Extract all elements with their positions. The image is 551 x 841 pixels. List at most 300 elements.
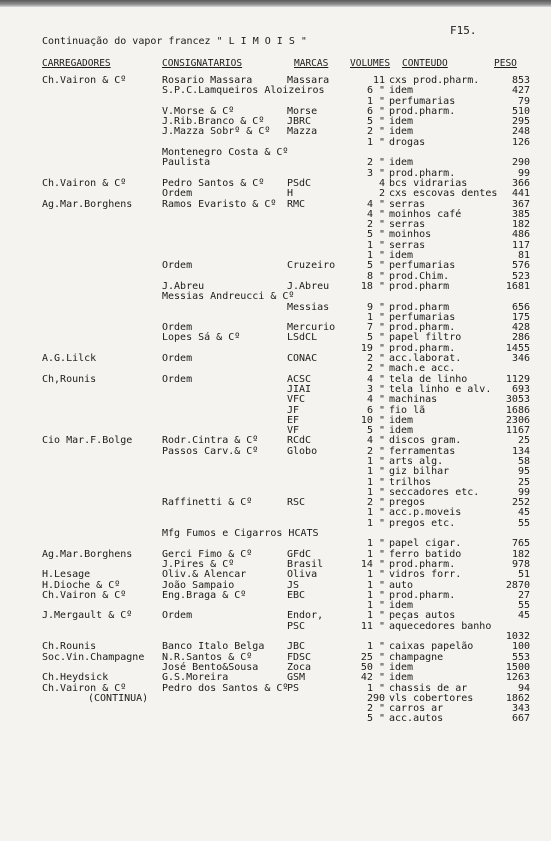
table-row — [0, 107, 551, 117]
manifest-rows — [0, 76, 551, 725]
volumes-cell: 1 " — [366, 579, 385, 591]
table-row — [0, 261, 551, 271]
table-row — [0, 550, 551, 560]
marca-cell: Massara — [287, 75, 330, 86]
volumes-cell: 7 " — [366, 322, 385, 334]
marca-cell: EF — [287, 414, 300, 426]
table-row — [0, 416, 551, 426]
conteudo-cell: prod.pharm. — [389, 342, 456, 354]
carregador-cell: Ch.Vairon & Cº — [42, 75, 127, 86]
marca-cell: Mercurio — [287, 322, 336, 334]
volumes-cell: 2 " — [366, 126, 385, 138]
volumes-cell: 1 " — [366, 239, 385, 251]
volumes-cell: 2 " — [366, 703, 385, 715]
peso-cell: 117 — [511, 239, 530, 251]
marca-cell: PS — [287, 682, 300, 694]
consignatario-cell: J.Pires & Cº — [162, 558, 235, 570]
conteudo-cell: giz bilhar — [389, 466, 450, 478]
peso-cell: 853 — [511, 75, 530, 86]
carregador-cell: J.Mergault & Cº — [42, 610, 133, 622]
table-row — [0, 529, 551, 539]
table-row — [0, 272, 551, 282]
carregador-cell: Cio Mar.F.Bolge — [42, 435, 133, 447]
marca-cell: VF — [287, 425, 300, 437]
marca-cell: JBRC — [287, 116, 312, 128]
header-consignatarios: CONSIGNATARIOS — [162, 58, 243, 69]
consignatario-cell: J.Mazza Sobrº & Cº — [162, 126, 271, 138]
volumes-cell: 6 " — [366, 105, 385, 117]
peso-cell: 667 — [511, 713, 530, 725]
consignatario-cell: G.S.Moreira — [162, 672, 229, 684]
conteudo-cell: machinas — [389, 394, 438, 406]
conteudo-cell: idem — [389, 425, 414, 437]
volumes-cell: 4 " — [366, 435, 385, 447]
volumes-cell: 11 — [372, 75, 385, 86]
consignatario-cell: Ordem — [162, 322, 193, 334]
marca-cell: VFC — [287, 394, 306, 406]
volumes-cell: 1 " — [366, 476, 385, 488]
peso-cell: 1862 — [505, 692, 530, 704]
volumes-cell: 9 " — [366, 301, 385, 313]
conteudo-cell: idem — [389, 116, 414, 128]
consignatario-cell: Gerci Fimo & Cº — [162, 548, 253, 560]
consignatario-cell: Lopes Sá & Cº — [162, 332, 241, 344]
consignatario-cell: João Sampaio — [162, 579, 235, 591]
peso-cell: 693 — [511, 383, 530, 395]
volumes-cell: 8 " — [366, 270, 385, 282]
consignatario-cell: Pedro dos Santos & Cº — [162, 682, 289, 694]
peso-cell: 1500 — [505, 661, 530, 673]
volumes-cell: 1 " — [366, 538, 385, 550]
volumes-cell: 2 " — [366, 497, 385, 509]
consignatario-cell: Oliv.& Alencar — [162, 569, 247, 581]
volumes-cell: 2 " — [366, 219, 385, 231]
table-row — [0, 488, 551, 498]
marca-cell: CONAC — [287, 353, 318, 365]
volumes-cell: 4 " — [366, 208, 385, 220]
header-peso: PESO — [494, 58, 517, 69]
conteudo-cell: vls cobertores — [389, 692, 474, 704]
carregador-cell: Ch.Heydsick — [42, 672, 109, 684]
table-row — [0, 97, 551, 107]
peso-cell: 100 — [511, 641, 530, 653]
table-row — [0, 313, 551, 323]
conteudo-cell: prod.Chim. — [389, 270, 450, 282]
peso-cell: 99 — [517, 486, 530, 498]
table-row — [0, 406, 551, 416]
table-row — [0, 591, 551, 601]
marca-cell: RSC — [287, 497, 306, 509]
volumes-cell: 4 " — [366, 373, 385, 385]
marca-cell: Brasil — [287, 558, 324, 570]
carregador-cell: Ag.Mar.Borghens — [42, 198, 133, 210]
peso-cell: 79 — [517, 95, 530, 107]
header-conteudo: CONTEUDO — [402, 58, 448, 69]
conteudo-cell: auto — [389, 579, 414, 591]
peso-cell: 1032 — [505, 631, 530, 643]
peso-cell: 126 — [511, 136, 530, 148]
volumes-cell: 5 " — [366, 713, 385, 725]
conteudo-cell: idem — [389, 126, 414, 138]
volumes-cell: 5 " — [366, 229, 385, 241]
carregador-cell: Ch.Rounis — [42, 641, 97, 653]
conteudo-cell: vidros forr. — [389, 569, 462, 581]
peso-cell: 25 — [517, 476, 530, 488]
peso-cell: 45 — [517, 507, 530, 519]
conteudo-cell: arts alg. — [389, 455, 444, 467]
volumes-cell: 1 " — [366, 95, 385, 107]
table-row — [0, 653, 551, 663]
marca-cell: Mazza — [287, 126, 318, 138]
volumes-cell: 2 " — [366, 353, 385, 365]
volumes-cell: 5 " — [366, 425, 385, 437]
carregador-cell: H.Dioche & Cº — [42, 579, 121, 591]
consignatario-cell: S.P.C.Lamqueiros Aloizeiros — [162, 85, 325, 97]
peso-cell: 99 — [517, 167, 530, 179]
carregador-cell: Ag.Mar.Borghens — [42, 548, 133, 560]
volumes-cell: 2 " — [366, 445, 385, 457]
consignatario-cell: Paulista — [162, 157, 211, 169]
consignatario-cell: Ordem — [162, 188, 193, 200]
volumes-cell: 10 " — [360, 414, 385, 426]
peso-cell: 252 — [511, 497, 530, 509]
consignatario-cell: J.Rib.Branco & Cº — [162, 116, 265, 128]
table-row — [0, 333, 551, 343]
conteudo-cell: serras — [389, 198, 426, 210]
conteudo-cell: perfumarias — [389, 95, 456, 107]
volumes-cell: 1 " — [366, 641, 385, 653]
volumes-cell: 5 " — [366, 260, 385, 272]
marca-cell: EBC — [287, 589, 306, 601]
volumes-cell: 18 " — [360, 280, 385, 292]
table-row — [0, 241, 551, 251]
marca-cell: Globo — [287, 445, 318, 457]
volumes-cell: 3 " — [366, 383, 385, 395]
volumes-cell: 290 — [366, 692, 385, 704]
consignatario-cell: Ordem — [162, 610, 193, 622]
table-row — [0, 220, 551, 230]
table-row — [0, 200, 551, 210]
marca-cell: ACSC — [287, 373, 312, 385]
marca-cell: FDSC — [287, 651, 312, 663]
peso-cell: 1455 — [505, 342, 530, 354]
conteudo-cell: prod.pharm. — [389, 589, 456, 601]
consignatario-cell: Rosario Massara — [162, 75, 253, 86]
section-label: Mfg Fumos e Cigarros HCATS — [162, 528, 319, 540]
peso-cell: 58 — [517, 455, 530, 467]
volumes-cell: 2 — [378, 188, 385, 200]
conteudo-cell: ferramentas — [389, 445, 456, 457]
conteudo-cell: perfumarias — [389, 311, 456, 323]
peso-cell: 286 — [511, 332, 530, 344]
marca-cell: LSdCL — [287, 332, 318, 344]
marca-cell: Morse — [287, 105, 318, 117]
peso-cell: 182 — [511, 219, 530, 231]
conteudo-cell: cxs prod.pharm. — [389, 75, 480, 86]
table-row — [0, 251, 551, 261]
marca-cell: PSdC — [287, 177, 312, 189]
conteudo-cell: drogas — [389, 136, 426, 148]
conteudo-cell: ferro batido — [389, 548, 462, 560]
volumes-cell: 1 " — [366, 569, 385, 581]
peso-cell: 1263 — [505, 672, 530, 684]
peso-cell: 343 — [511, 703, 530, 715]
marca-cell: J.Abreu — [287, 280, 330, 292]
marca-cell: Cruzeiro — [287, 260, 336, 272]
consignatario-cell: Ordem — [162, 373, 193, 385]
marca-cell: Zoca — [287, 661, 312, 673]
peso-cell: 523 — [511, 270, 530, 282]
conteudo-cell: trilhos — [389, 476, 432, 488]
conteudo-cell: idem — [389, 250, 414, 262]
peso-cell: 1681 — [505, 280, 530, 292]
conteudo-cell: perfumarias — [389, 260, 456, 272]
table-row — [0, 508, 551, 518]
carregador-cell: Ch.Vairon & Cº — [42, 682, 127, 694]
conteudo-cell: prod.pharm. — [389, 322, 456, 334]
marca-cell: Oliva — [287, 569, 318, 581]
consignatario-cell: José Bento&Sousa — [162, 661, 259, 673]
table-row — [0, 570, 551, 580]
peso-cell: 510 — [511, 105, 530, 117]
table-row — [0, 86, 551, 96]
table-row — [0, 385, 551, 395]
conteudo-cell: tela linho e alv. — [389, 383, 492, 395]
table-row — [0, 694, 551, 704]
peso-cell: 94 — [517, 682, 530, 694]
table-row — [0, 498, 551, 508]
table-row — [0, 622, 551, 632]
volumes-cell: 42 " — [360, 672, 385, 684]
conteudo-cell: idem — [389, 414, 414, 426]
table-row — [0, 436, 551, 446]
conteudo-cell: idem — [389, 85, 414, 97]
table-row — [0, 354, 551, 364]
table-row — [0, 303, 551, 313]
volumes-cell: 1 " — [366, 311, 385, 323]
peso-cell: 2870 — [505, 579, 530, 591]
carregador-cell: A.G.Lilck — [42, 353, 97, 365]
peso-cell: 182 — [511, 548, 530, 560]
marca-cell: JBC — [287, 641, 306, 653]
table-row — [0, 210, 551, 220]
carregador-cell: H.Lesage — [42, 569, 91, 581]
marca-cell: JF — [287, 404, 300, 416]
volumes-cell: 4 — [378, 177, 385, 189]
marca-cell: GSM — [287, 672, 306, 684]
volumes-cell: 1 " — [366, 250, 385, 262]
carregador-cell: Ch,Rounis — [42, 373, 97, 385]
conteudo-cell: fio lã — [389, 404, 426, 416]
conteudo-cell: moinhos café — [389, 208, 462, 220]
carregador-cell: Soc.Vin.Champagne — [42, 651, 145, 663]
conteudo-cell: cxs escovas dentes — [389, 188, 498, 200]
consignatario-cell: Raffinetti & Cº — [162, 497, 253, 509]
consignatario-cell: Ordem — [162, 260, 193, 272]
consignatario-cell: N.R.Santos & Cº — [162, 651, 253, 663]
peso-cell: 3053 — [505, 394, 530, 406]
volumes-cell: 1 " — [366, 610, 385, 622]
peso-cell: 81 — [517, 250, 530, 262]
conteudo-cell: acc.laborat. — [389, 353, 462, 365]
scan-edge — [0, 0, 551, 7]
volumes-cell: 25 " — [360, 651, 385, 663]
table-row — [0, 673, 551, 683]
conteudo-cell: prod.pharm. — [389, 558, 456, 570]
header-volumes: VOLUMES — [350, 58, 391, 69]
peso-cell: 346 — [511, 353, 530, 365]
table-row — [0, 395, 551, 405]
conteudo-cell: peças autos — [389, 610, 456, 622]
marca-cell: GFdC — [287, 548, 312, 560]
table-row — [0, 323, 551, 333]
document-title: Continuação do vapor francez " L I M O I S " — [42, 36, 307, 47]
table-row — [0, 704, 551, 714]
conteudo-cell: idem — [389, 600, 414, 612]
peso-cell: 427 — [511, 85, 530, 97]
marca-cell: RMC — [287, 198, 306, 210]
conteudo-cell: serras — [389, 219, 426, 231]
volumes-cell: 5 " — [366, 332, 385, 344]
conteudo-cell: carros ar — [389, 703, 444, 715]
conteudo-cell: acc.autos — [389, 713, 444, 725]
consignatario-cell: V.Morse & Cº — [162, 105, 235, 117]
consignatario-cell: Eng.Braga & Cº — [162, 589, 247, 601]
conteudo-cell: idem — [389, 672, 414, 684]
peso-cell: 134 — [511, 445, 530, 457]
peso-cell: 95 — [517, 466, 530, 478]
marca-cell: H — [287, 188, 294, 200]
peso-cell: 51 — [517, 569, 530, 581]
consignatario-cell: Rodr.Cintra & Cº — [162, 435, 259, 447]
conteudo-cell: pregos — [389, 497, 426, 509]
table-row — [0, 714, 551, 724]
volumes-cell: 19 " — [360, 342, 385, 354]
marca-cell: RCdC — [287, 435, 312, 447]
table-row — [0, 127, 551, 137]
peso-cell: 1167 — [505, 425, 530, 437]
table-row — [0, 467, 551, 477]
conteudo-cell: champagne — [389, 651, 444, 663]
peso-cell: 45 — [517, 610, 530, 622]
volumes-cell: 4 " — [366, 198, 385, 210]
conteudo-cell: pregos etc. — [389, 517, 456, 529]
peso-cell: 553 — [511, 651, 530, 663]
peso-cell: 486 — [511, 229, 530, 241]
conteudo-cell: serras — [389, 239, 426, 251]
conteudo-cell: seccadores etc. — [389, 486, 480, 498]
peso-cell: 366 — [511, 177, 530, 189]
peso-cell: 2306 — [505, 414, 530, 426]
peso-cell: 295 — [511, 116, 530, 128]
volumes-cell: 1 " — [366, 455, 385, 467]
conteudo-cell: prod.pharm — [389, 301, 450, 313]
marca-cell: PSC — [287, 620, 306, 632]
consignatario-cell: Ramos Evaristo & Cº — [162, 198, 277, 210]
peso-cell: 428 — [511, 322, 530, 334]
volumes-cell: 1 " — [366, 682, 385, 694]
volumes-cell: 11 " — [360, 620, 385, 632]
peso-cell: 248 — [511, 126, 530, 138]
consignatario-cell: Pedro Santos & Cº — [162, 177, 265, 189]
volumes-cell: 2 " — [366, 157, 385, 169]
conteudo-cell: mach.e acc. — [389, 363, 456, 375]
table-row — [0, 117, 551, 127]
volumes-cell: 2 " — [366, 363, 385, 375]
volumes-cell: 1 " — [366, 517, 385, 529]
volumes-cell: 6 " — [366, 404, 385, 416]
peso-cell: 656 — [511, 301, 530, 313]
conteudo-cell: acc.p.moveis — [389, 507, 462, 519]
conteudo-cell: caixas papelão — [389, 641, 474, 653]
peso-cell: 175 — [511, 311, 530, 323]
volumes-cell: 1 " — [366, 136, 385, 148]
conteudo-cell: tela de linho — [389, 373, 468, 385]
volumes-cell: 5 " — [366, 116, 385, 128]
peso-cell: 27 — [517, 589, 530, 601]
volumes-cell: 1 " — [366, 589, 385, 601]
peso-cell: 576 — [511, 260, 530, 272]
conteudo-cell: bcs vidrarias — [389, 177, 468, 189]
conteudo-cell: papel cigar. — [389, 538, 462, 550]
carregador-cell: Ch.Vairon & Cº — [42, 177, 127, 189]
peso-cell: 367 — [511, 198, 530, 210]
consignatario-cell: Passos Carv.& Cº — [162, 445, 259, 457]
peso-cell: 1686 — [505, 404, 530, 416]
volumes-cell: 3 " — [366, 167, 385, 179]
table-row — [0, 148, 551, 158]
peso-cell: 765 — [511, 538, 530, 550]
peso-cell: 25 — [517, 435, 530, 447]
continua-note: (CONTINUA) — [88, 692, 149, 704]
consignatario-cell: Banco Italo Belga — [162, 641, 265, 653]
volumes-cell: 1 " — [366, 548, 385, 560]
peso-cell: 441 — [511, 188, 530, 200]
peso-cell: 55 — [517, 600, 530, 612]
conteudo-cell: idem — [389, 157, 414, 169]
page-number: F15. — [450, 24, 477, 37]
header-carregadores: CARREGADORES — [42, 58, 111, 69]
conteudo-cell: aquecedores banho — [389, 620, 492, 632]
volumes-cell: 50 " — [360, 661, 385, 673]
table-row — [0, 447, 551, 457]
marca-cell: JIAI — [287, 383, 312, 395]
conteudo-cell: idem — [389, 661, 414, 673]
carregador-cell: Ch.Vairon & Cº — [42, 589, 127, 601]
conteudo-cell: prod.pharm. — [389, 167, 456, 179]
volumes-cell: 4 " — [366, 394, 385, 406]
volumes-cell: 1 " — [366, 507, 385, 519]
volumes-cell: 6 " — [366, 85, 385, 97]
marca-cell: Endor, — [287, 610, 324, 622]
conteudo-cell: moinhos — [389, 229, 432, 241]
volumes-cell: 14 " — [360, 558, 385, 570]
header-marcas: MARCAS — [294, 58, 329, 69]
peso-cell: 978 — [511, 558, 530, 570]
conteudo-cell: prod.pharm. — [389, 105, 456, 117]
table-row — [0, 230, 551, 240]
conteudo-cell: discos gram. — [389, 435, 462, 447]
table-row — [0, 158, 551, 168]
peso-cell: 1129 — [505, 373, 530, 385]
consignatario-cell: J.Abreu — [162, 280, 205, 292]
conteudo-cell: prod.pharm — [389, 280, 450, 292]
consignatario-cell: Montenegro Costa & Cº — [162, 147, 289, 159]
volumes-cell: 1 " — [366, 486, 385, 498]
table-row — [0, 292, 551, 302]
marca-cell: Messias — [287, 301, 330, 313]
volumes-cell: 1 " — [366, 600, 385, 612]
